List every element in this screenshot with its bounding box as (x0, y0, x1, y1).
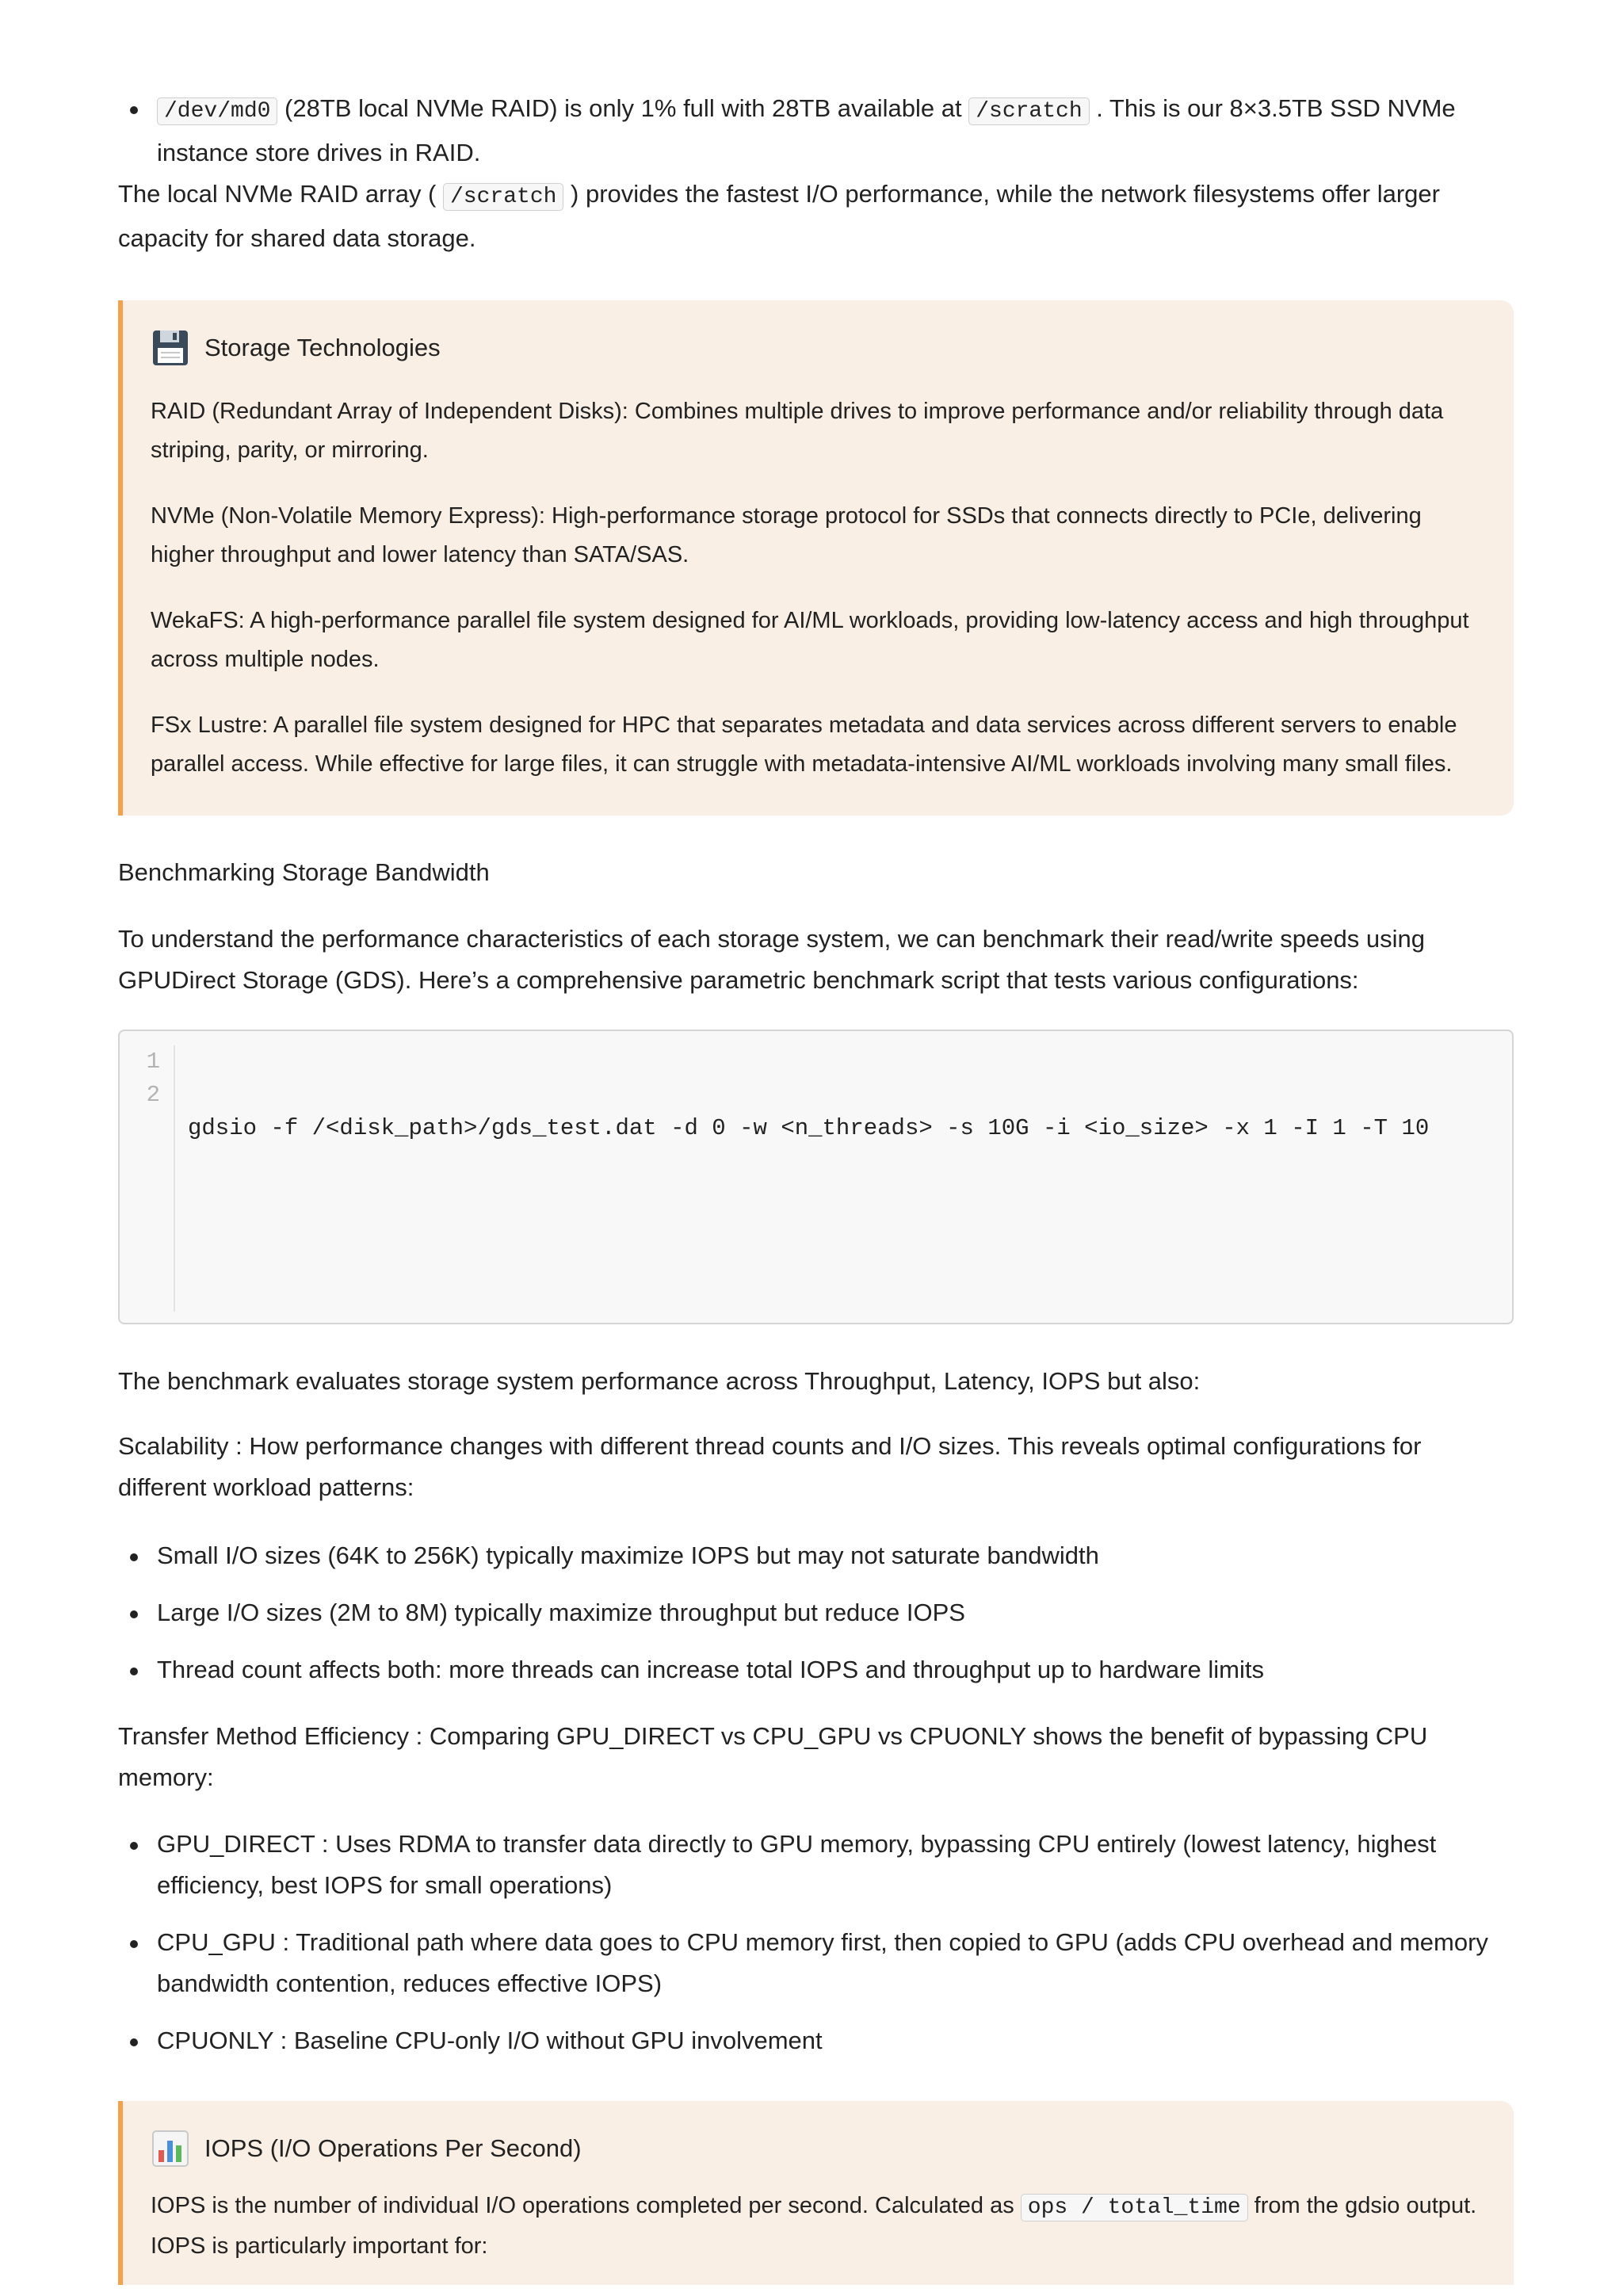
list-item (118, 88, 1513, 174)
list-item: CPU_GPU : Traditional path where data goes to CPU memory first, then copied to GPU (adds CPU overhead and memory bandwidth contention, reduces effective IOPS) (118, 1922, 1513, 2004)
inline-code: /scratch (443, 183, 563, 211)
text-span: from the gdsio output. IOPS is particularly important for: (151, 2193, 1477, 2259)
list-item: GPU_DIRECT : Uses RDMA to transfer data directly to GPU memory, bypassing CPU entirely (lowest latency, highest efficiency, best IOPS for small operations) (118, 1824, 1513, 1906)
transfer-method-list (118, 1824, 1513, 2061)
storage-technologies-callout (118, 300, 1514, 816)
callout-paragraph: WekaFS: A high-performance parallel file system designed for AI/ML workloads, providing low-latency access and high throughput across multiple nodes. (151, 608, 1469, 672)
text-span: ) provides the fastest I/O performance, while the network filesystems offer larger capacity for shared data storage. (118, 180, 1440, 252)
text-span: The local NVMe RAID array ( (118, 180, 443, 208)
inline-code: /dev/md0 (157, 97, 277, 125)
list-item: Small I/O sizes (64K to 256K) typically maximize IOPS but may not saturate bandwidth (118, 1535, 1513, 1576)
paragraph (118, 174, 1513, 259)
code-line (188, 1212, 1429, 1245)
bar-chart-icon (151, 2129, 190, 2168)
text-span: IOPS is the number of individual I/O operations completed per second. Calculated as (151, 2193, 1021, 2218)
callout-title (151, 327, 1485, 369)
code-line: gdsio -f /<disk_path>/gds_test.dat -d 0 -w <n_threads> -s 10G -i <io_size> -x 1 -I 1 -T 10 (188, 1115, 1430, 1141)
section-heading: Benchmarking Storage Bandwidth (118, 858, 490, 886)
paragraph: The benchmark evaluates storage system performance across Throughput, Latency, IOPS but also: (118, 1367, 1201, 1395)
line-number: 1 (146, 1049, 160, 1075)
callout-paragraph: NVMe (Non-Volatile Memory Express): High-performance storage protocol for SSDs that connects directly to PCIe, delivering higher throughput and lower latency than SATA/SAS. (151, 503, 1422, 567)
paragraph: Scalability : How performance changes with different thread counts and I/O sizes. This reveals optimal configurations for different workload patterns: (118, 1432, 1422, 1501)
inline-code: ops / total_time (1021, 2194, 1248, 2222)
text-span: (28TB local NVMe RAID) is only 1% full with 28TB available at (277, 94, 969, 122)
callout-paragraph: RAID (Redundant Array of Independent Disks): Combines multiple drives to improve performance and/or reliability through data striping, parity, or mirroring. (151, 399, 1444, 463)
line-number: 2 (146, 1082, 160, 1108)
callout-title (151, 2128, 1485, 2169)
list-item: CPUONLY : Baseline CPU-only I/O without GPU involvement (118, 2020, 1513, 2061)
intro-bullet-list (118, 88, 1513, 174)
scalability-list (118, 1535, 1513, 1690)
list-item: Thread count affects both: more threads can increase total IOPS and throughput up to hardware limits (118, 1649, 1513, 1690)
callout-title-text: Storage Technologies (204, 334, 441, 361)
callout-title-text: IOPS (I/O Operations Per Second) (204, 2134, 582, 2162)
code-content (175, 1045, 1429, 1312)
iops-callout (118, 2101, 1514, 2285)
list-item: Large I/O sizes (2M to 8M) typically maximize throughput but reduce IOPS (118, 1592, 1513, 1633)
line-number-gutter (120, 1045, 175, 1312)
inline-code: /scratch (968, 97, 1089, 125)
callout-paragraph (151, 2187, 1485, 2266)
floppy-disk-icon (151, 328, 190, 368)
paragraph: To understand the performance characteristics of each storage system, we can benchmark their read/write speeds using GPUDirect Storage (GDS). Here’s a comprehensive parametric benchmark script that tests various configurations: (118, 925, 1425, 994)
callout-paragraph: FSx Lustre: A parallel file system designed for HPC that separates metadata and data services across different servers to enable parallel access. While effective for large files, it can struggle with metadata-intensive AI/ML workloads involving many small files. (151, 712, 1457, 777)
code-block[interactable] (118, 1030, 1514, 1324)
text-span: . This is our 8×3.5TB SSD NVMe instance store drives in RAID. (157, 94, 1456, 166)
paragraph: Transfer Method Efficiency : Comparing GPU_DIRECT vs CPU_GPU vs CPUONLY shows the benefit of bypassing CPU memory: (118, 1722, 1428, 1791)
